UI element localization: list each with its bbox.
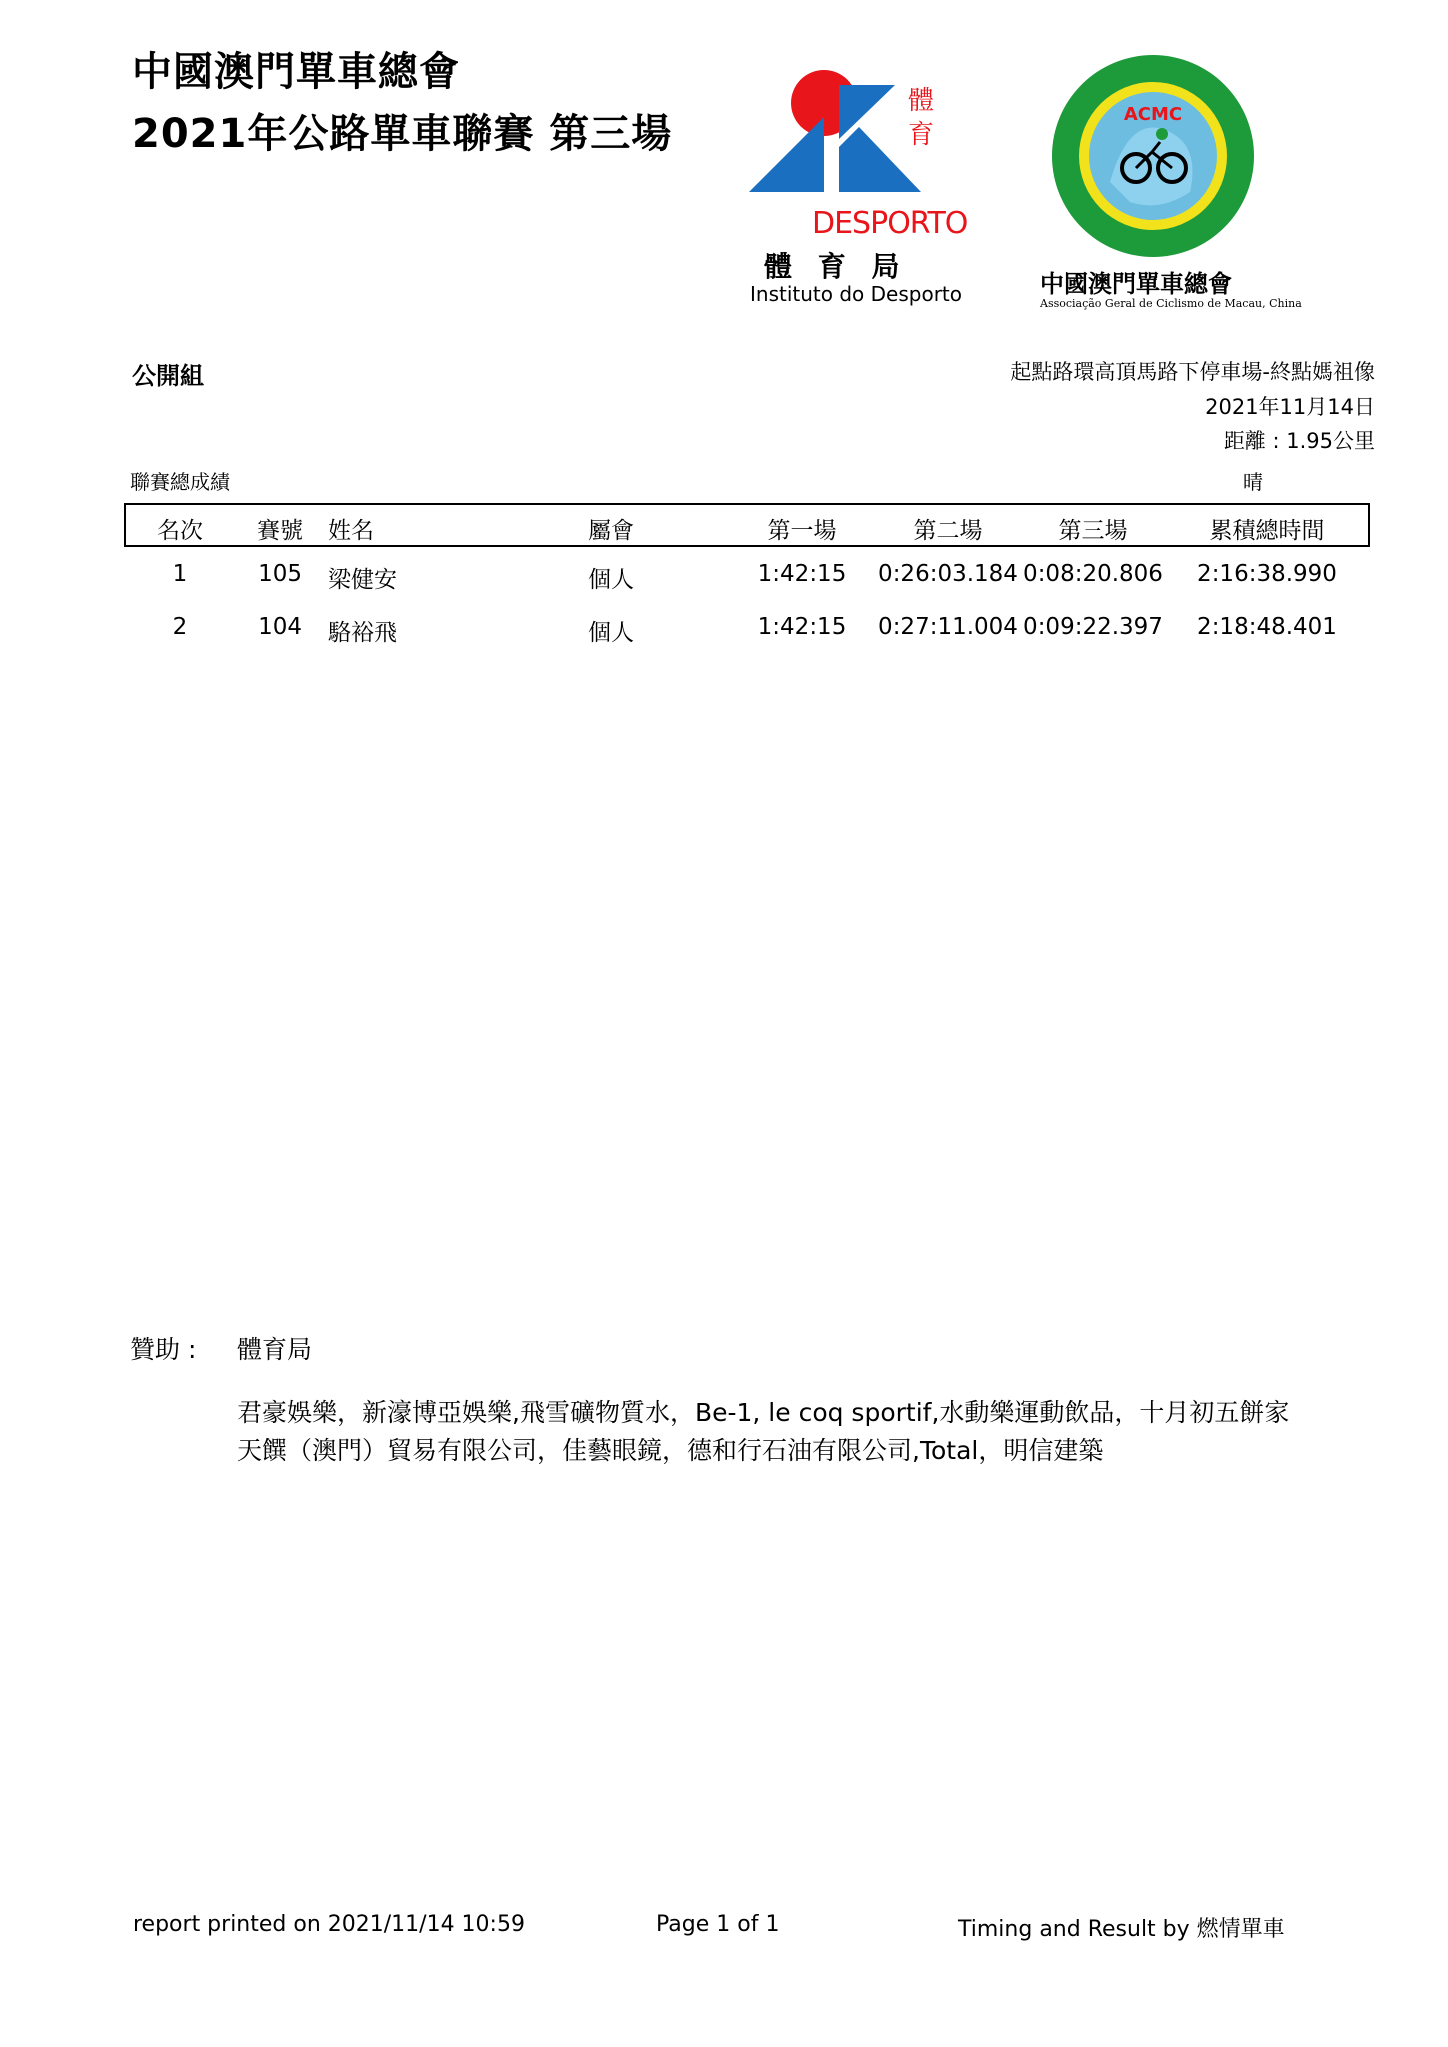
sponsor-list-line-1: 君豪娛樂，新濠博亞娛樂,飛雪礦物質水，Be-1, le coq sportif,水動樂運動飲品，十月初五餅家 [237,1398,1290,1427]
event-title: 2021年公路單車聯賽 第三場 [132,111,673,157]
col-bib: 賽號 [257,518,303,544]
row-total: 2:16:38.990 [1197,561,1337,587]
col-rank: 名次 [157,518,203,544]
sponsor-main: 體育局 [237,1335,313,1364]
row-stage2: 0:27:11.004 [878,614,1018,640]
footer-page: Page 1 of 1 [656,1912,780,1937]
row-stage3: 0:09:22.397 [1023,614,1163,640]
row-club: 個人 [588,567,634,593]
table-row [0,614,1448,654]
cyclist-head [1156,128,1168,140]
org-title: 中國澳門單車總會 [132,49,460,95]
desporto-chinese-name: 體 育 局 [764,250,908,283]
col-stage3: 第三場 [1058,518,1128,544]
summary-label: 聯賽總成績 [130,470,230,494]
row-stage3: 0:08:20.806 [1023,561,1163,587]
sponsor-list-line-2: 天饌（澳門）貿易有限公司，佳藝眼鏡，德和行石油有限公司,Total，明信建築 [237,1436,1104,1465]
weather-text: 晴 [1243,470,1263,494]
table-row [0,561,1448,601]
race-date: 2021年11月14日 [1205,395,1375,419]
col-total: 累積總時間 [1209,518,1325,544]
acmc-portuguese-name: Associação Geral de Ciclismo de Macau, China [1040,297,1302,310]
footer-printed: report printed on 2021/11/14 10:59 [133,1912,525,1937]
desporto-portuguese-name: Instituto do Desporto [750,282,962,306]
row-name: 梁健安 [328,567,397,593]
row-stage2: 0:26:03.184 [878,561,1018,587]
blue-left-triangle [749,117,824,192]
row-rank: 1 [172,561,188,587]
category-label: 公開組 [132,362,204,390]
race-distance: 距離 : 1.95公里 [1223,429,1375,453]
col-club: 屬會 [588,518,634,544]
row-club: 個人 [588,620,634,646]
col-stage1: 第一場 [767,518,837,544]
row-stage1: 1:42:15 [757,561,847,587]
acmc-logo [1040,52,1266,266]
desporto-vertical-text [908,84,934,152]
desporto-vertical-chars: 體育 [908,86,935,150]
row-bib: 105 [258,561,302,587]
row-bib: 104 [258,614,302,640]
header-row [0,512,1448,552]
acmc-chinese-name: 中國澳門單車總會 [1040,269,1232,298]
col-stage2: 第二場 [913,518,983,544]
desporto-brand: DESPORTO [812,206,968,241]
row-total: 2:18:48.401 [1197,614,1337,640]
row-name: 駱裕飛 [328,620,397,646]
row-stage1: 1:42:15 [757,614,847,640]
blue-k-upper [839,85,895,139]
sponsor-label: 贊助 : [130,1335,197,1364]
route-text: 起點路環高頂馬路下停車場-終點媽祖像 [1010,360,1375,384]
row-rank: 2 [172,614,188,640]
footer-timing: Timing and Result by 燃情單車 [958,1917,1285,1942]
col-name: 姓名 [328,518,374,544]
acmc-abbr: ACMC [1123,104,1183,125]
